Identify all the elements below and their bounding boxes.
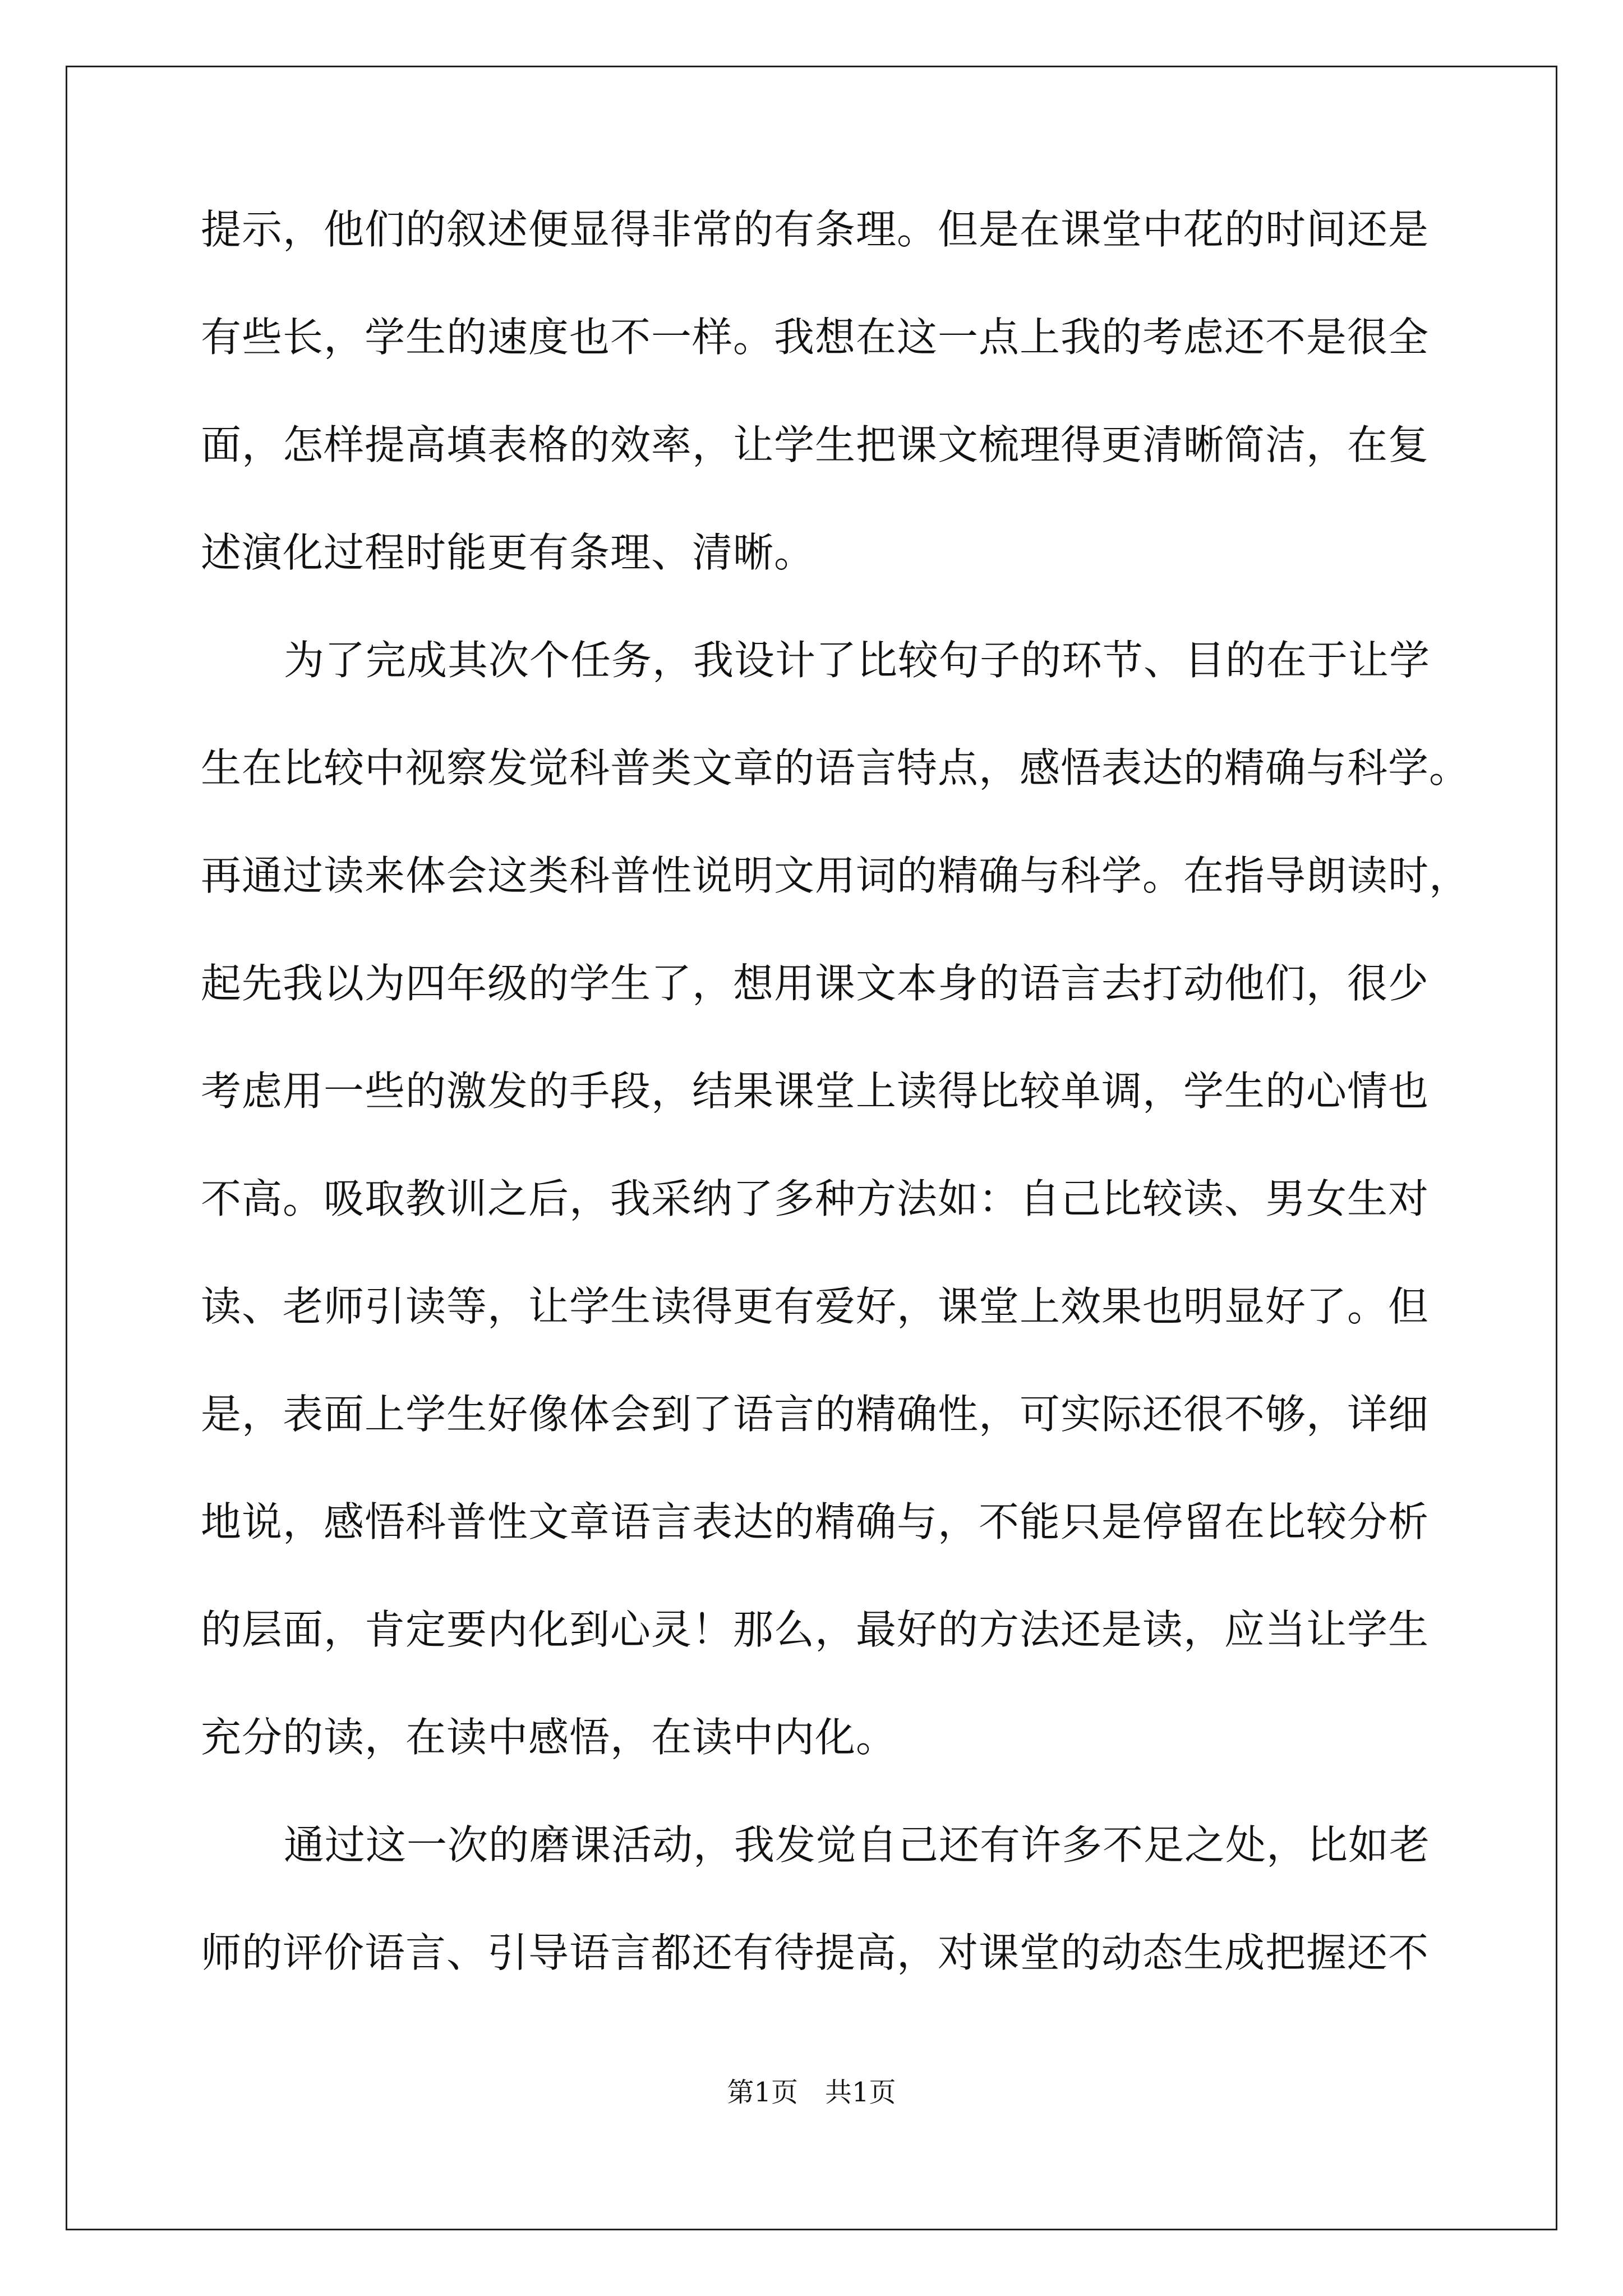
body-line: 述演化过程时能更有条理、清晰。 [201, 529, 815, 576]
body-line: 有些长，学生的速度也不一样。我想在这一点上我的考虑还不是很全 [201, 314, 1430, 361]
body-line: 起先我以为四年级的学生了，想用课文本身的语言去打动他们，很少 [201, 960, 1430, 1007]
body-line: 面，怎样提高填表格的效率，让学生把课文梳理得更清晰简洁，在复 [201, 421, 1430, 468]
paragraph-first-line: 为了完成其次个任务，我设计了比较句子的环节、目的在于让学 [284, 637, 1431, 684]
body-line: 读、老师引读等，让学生读得更有爱好，课堂上效果也明显好了。但 [201, 1283, 1430, 1330]
body-line: 不高。吸取教训之后，我采纳了多种方法如：自己比较读、男女生对 [201, 1175, 1430, 1222]
body-line: 考虑用一些的激发的手段，结果课堂上读得比较单调，学生的心情也 [201, 1068, 1430, 1115]
paragraph-first-line: 通过这一次的磨课活动，我发觉自己还有许多不足之处，比如老 [284, 1821, 1431, 1869]
body-line: 提示，他们的叙述便显得非常的有条理。但是在课堂中花的时间还是 [201, 206, 1430, 253]
body-line: 的层面，肯定要内化到心灵！那么，最好的方法还是读，应当让学生 [201, 1606, 1430, 1653]
page-number-footer: 第1页 共1页 [727, 2077, 896, 2108]
body-line: 生在比较中视察发觉科普类文章的语言特点，感悟表达的精确与科学。 [201, 744, 1470, 792]
body-line: 再通过读来体会这类科普性说明文用词的精确与科学。在指导朗读时， [201, 852, 1470, 899]
body-line: 师的评价语言、引导语言都还有待提高，对课堂的动态生成把握还不 [201, 1929, 1430, 1976]
body-line: 充分的读，在读中感悟，在读中内化。 [201, 1714, 897, 1761]
page-border [66, 66, 1557, 2230]
body-line: 是，表面上学生好像体会到了语言的精确性，可实际还很不够，详细 [201, 1391, 1430, 1438]
body-line: 地说，感悟科普性文章语言表达的精确与，不能只是停留在比较分析 [201, 1498, 1430, 1545]
